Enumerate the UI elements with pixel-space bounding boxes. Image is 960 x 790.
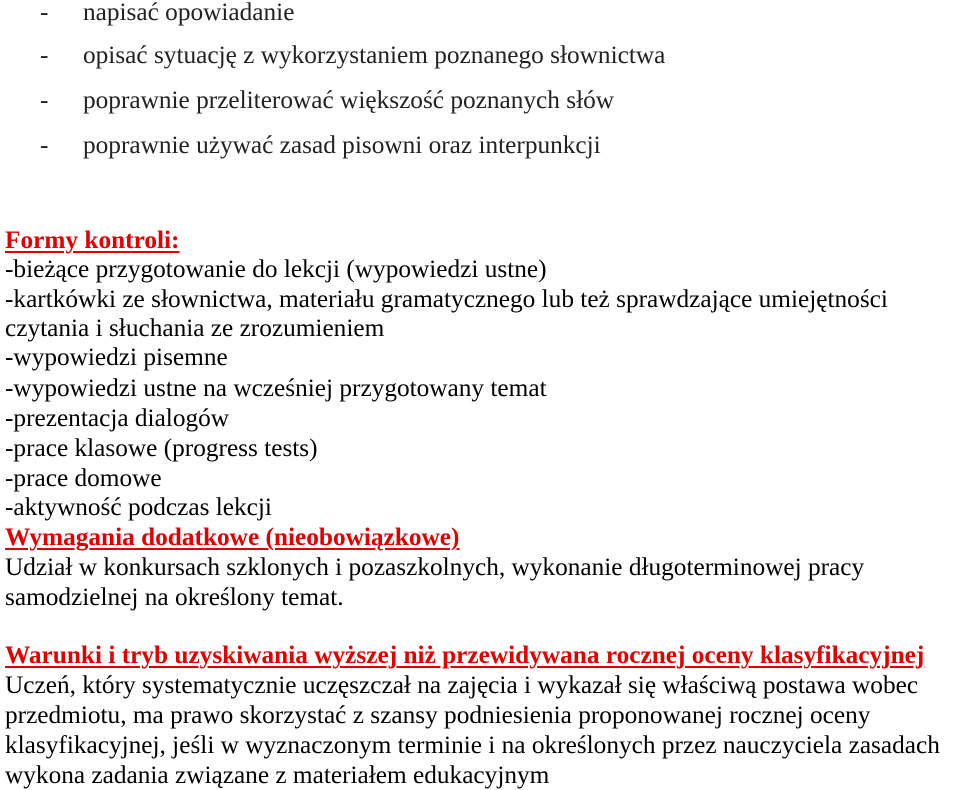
text-line: -bieżące przygotowanie do lekcji (wypowiedzi ustne): [5, 255, 547, 283]
text-line: -wypowiedzi ustne na wcześniej przygotowany temat: [5, 374, 547, 402]
list-marker: -: [40, 41, 49, 69]
text-line: -prace domowe: [5, 464, 162, 492]
text-line: samodzielnej na określony temat.: [5, 583, 344, 611]
text-line: klasyfikacyjnej, jeśli w wyznaczonym terminie i na określonych przez nauczyciela zasadach: [5, 731, 940, 759]
list-marker: -: [40, 86, 49, 114]
list-item: napisać opowiadanie: [83, 0, 295, 26]
list-item: poprawnie przeliterować większość poznanych słów: [83, 86, 615, 114]
list-marker: -: [40, 0, 49, 26]
section-heading: Wymagania dodatkowe (nieobowiązkowe): [5, 523, 460, 551]
text-line: -prace klasowe (progress tests): [5, 434, 318, 462]
text-line: czytania i słuchania ze zrozumieniem: [5, 314, 385, 342]
section-heading: Warunki i tryb uzyskiwania wyższej niż przewidywana rocznej oceny klasyfikacyjnej: [5, 641, 925, 669]
text-line: wykona zadania związane z materiałem edukacyjnym: [5, 761, 550, 789]
text-line: -wypowiedzi pisemne: [5, 343, 228, 371]
text-line: Uczeń, który systematycznie uczęszczał na zajęcia i wykazał się właściwą postawa wobec: [5, 671, 919, 699]
text-line: przedmiotu, ma prawo skorzystać z szansy podniesienia proponowanej rocznej oceny: [5, 701, 871, 729]
section-heading: Formy kontroli:: [5, 226, 180, 254]
text-line: -aktywność podczas lekcji: [5, 493, 272, 521]
list-item: opisać sytuację z wykorzystaniem poznanego słownictwa: [83, 41, 666, 69]
text-line: Udział w konkursach szklonych i pozaszkolnych, wykonanie długoterminowej pracy: [5, 553, 865, 581]
text-line: -prezentacja dialogów: [5, 404, 230, 432]
list-marker: -: [40, 131, 49, 159]
text-line: -kartkówki ze słownictwa, materiału gramatycznego lub też sprawdzające umiejętności: [5, 285, 888, 313]
list-item: poprawnie używać zasad pisowni oraz interpunkcji: [83, 131, 601, 159]
